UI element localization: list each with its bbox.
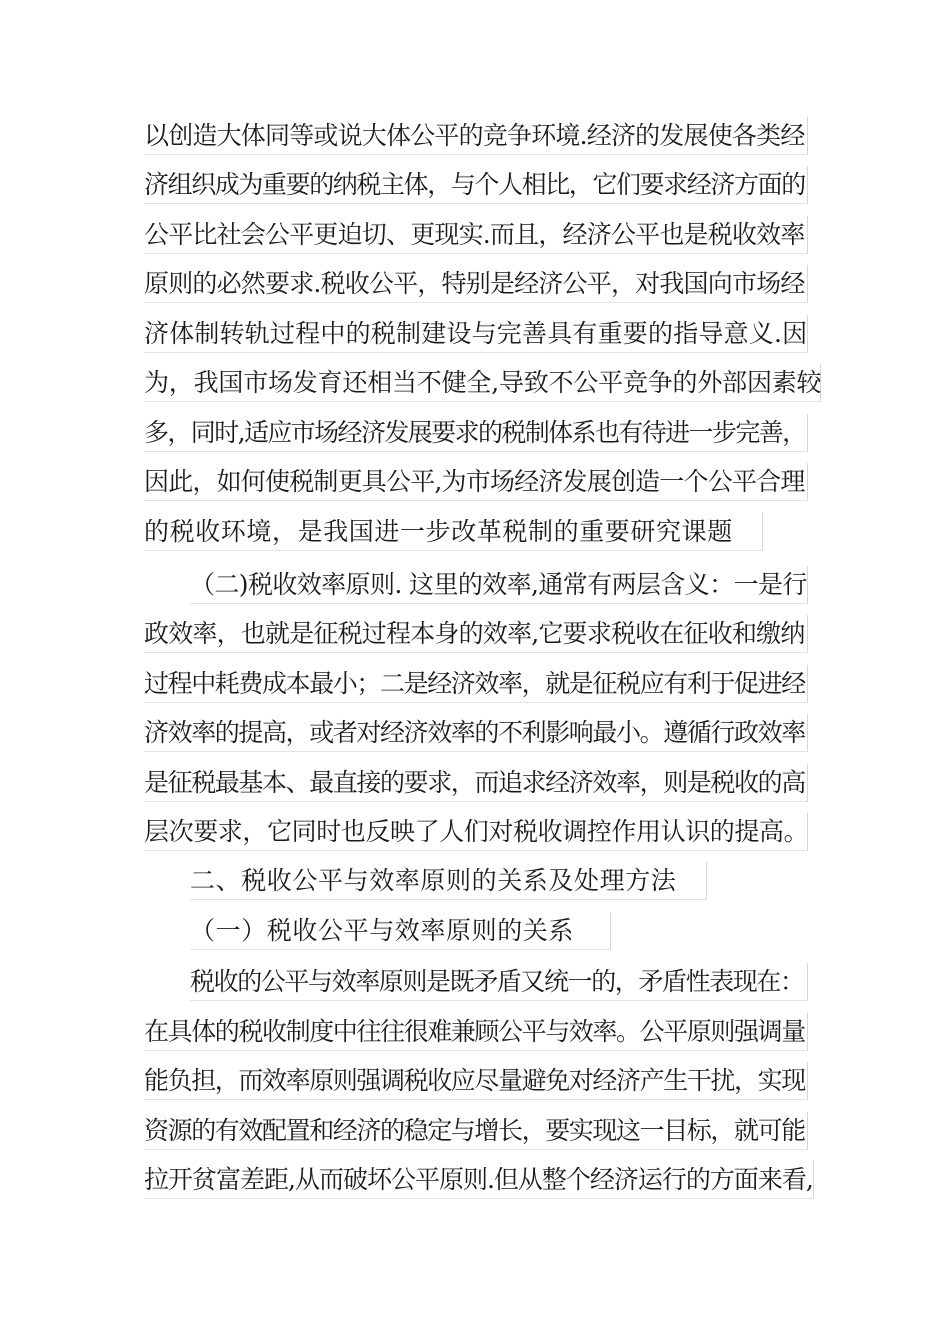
text-line: 税收的公平与效率原则是既矛盾又统一的，矛盾性表现在： <box>190 963 808 1001</box>
text-line: 多，同时,适应市场经济发展要求的税制体系也有待进一步完善， <box>144 414 808 452</box>
text-line: 的税收环境，是我国进一步改革税制的重要研究课题 <box>144 513 763 551</box>
text-line: 是征税最基本、最直接的要求，而追求经济效率，则是税收的高 <box>144 764 808 802</box>
text-line: 公平比社会公平更迫切、更现实.而且，经济公平也是税收效率 <box>144 216 808 254</box>
text-line: 政效率，也就是征税过程本身的效率,它要求税收在征收和缴纳 <box>144 615 808 653</box>
text-line: 层次要求，它同时也反映了人们对税收调控作用认识的提高。 <box>144 813 808 851</box>
section-heading: 二、税收公平与效率原则的关系及处理方法 <box>190 862 707 900</box>
text-line: 拉开贫富差距,从而破坏公平原则.但从整个经济运行的方面来看, <box>144 1161 814 1199</box>
text-line: 原则的必然要求.税收公平，特别是经济公平，对我国向市场经 <box>144 265 808 303</box>
text-line: （二)税收效率原则. 这里的效率,通常有两层含义：一是行 <box>190 566 808 604</box>
text-line: 以创造大体同等或说大体公平的竞争环境.经济的发展使各类经 <box>144 117 808 155</box>
text-line: 济体制转轨过程中的税制建设与完善具有重要的指导意义.因 <box>144 315 808 353</box>
text-line: 因此，如何使税制更具公平,为市场经济发展创造一个公平合理 <box>144 463 808 501</box>
text-line: 济效率的提高，或者对经济效率的不利影响最小。遵循行政效率 <box>144 714 808 752</box>
text-line: 能负担，而效率原则强调税收应尽量避免对经济产生干扰，实现 <box>144 1062 808 1100</box>
text-line: 资源的有效配置和经济的稳定与增长，要实现这一目标，就可能 <box>144 1112 808 1150</box>
text-line: 为，我国市场发育还相当不健全,导致不公平竞争的外部因素较 <box>144 364 821 402</box>
text-line: 在具体的税收制度中往往很难兼顾公平与效率。公平原则强调量 <box>144 1013 808 1051</box>
subsection-heading: （一）税收公平与效率原则的关系 <box>190 912 611 950</box>
text-line: 济组织成为重要的纳税主体，与个人相比，它们要求经济方面的 <box>144 166 808 204</box>
text-line: 过程中耗费成本最小；二是经济效率，就是征税应有利于促进经 <box>144 665 808 703</box>
